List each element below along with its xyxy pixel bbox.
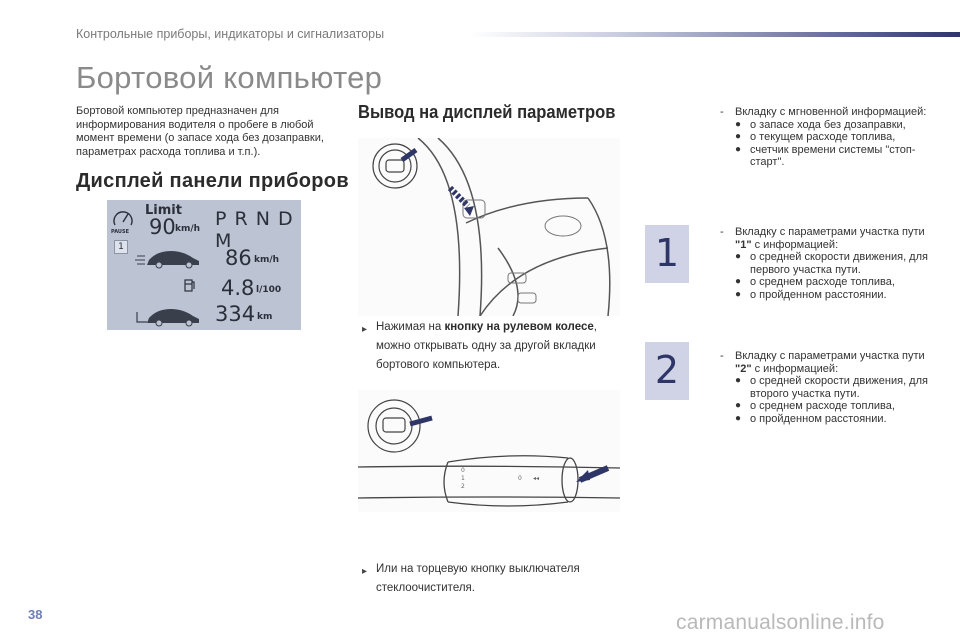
tab-2-indicator <box>645 342 689 400</box>
display-heading: Вывод на дисплей параметров <box>358 102 616 122</box>
trip2-title-num: "2" <box>735 362 752 375</box>
trip1-title-b: с информацией: <box>751 238 839 251</box>
page-indicator: 1 <box>114 240 128 254</box>
stop-start-icon <box>114 212 132 225</box>
intro-paragraph: Бортовой компьютер предназначен для информирования водителя о пробеге в любой момент времени (о запасе хода без дозаправки, параметрах расхода топлива и т.п.). <box>76 105 324 158</box>
instrument-cluster-display <box>107 200 301 330</box>
step2-label: Или на торцевую кнопку выключателя стеклоочистителя. <box>376 563 580 594</box>
gear-indicator: P R N D M <box>215 208 294 252</box>
consumption-value: 4.8 <box>221 276 255 300</box>
fuel-pump-icon <box>185 280 194 291</box>
trip1-title <box>735 226 930 251</box>
trip2-title-a: Вкладку с параметрами участка пути <box>735 350 925 362</box>
watermark: carmanualsonline.info <box>676 611 885 634</box>
wiper-stalk-illustration <box>358 390 620 512</box>
trip1-title-a: Вкладку с параметрами участка пути <box>735 226 925 238</box>
svg-text:0: 0 <box>461 467 465 474</box>
section-title: Контрольные приборы, индикаторы и сигнализаторы <box>76 27 385 41</box>
list-item: ● счетчик времени системы "стоп-старт". <box>735 144 930 169</box>
list-item: ● о пройденном расстоянии. <box>735 413 930 426</box>
panel-heading: Дисплей панели приборов <box>76 170 349 192</box>
range-car-icon <box>135 251 199 268</box>
tab-2-label: 2 <box>654 348 680 392</box>
step2-text <box>362 560 616 598</box>
bullet-arrow-icon-2: ▸ <box>362 566 368 577</box>
trip1-block: - Вкладку с параметрами участка пути "1" с информацией: ● о средней скорости движения, для первого участка пути. ● о среднем расходе топлива, ● о пройденном расстоянии. <box>720 226 930 301</box>
trip1-title-num: "1" <box>735 238 752 251</box>
consumption-unit: l/100 <box>256 285 282 295</box>
bullet-arrow-icon: ▸ <box>362 324 368 335</box>
tab-1-label: 1 <box>654 231 680 275</box>
list-item: ● о пройденном расстоянии. <box>735 289 930 302</box>
svg-text:1: 1 <box>461 475 465 482</box>
range-value: 86 <box>225 246 252 270</box>
distance-car-icon <box>137 309 199 326</box>
svg-text:0: 0 <box>518 475 522 482</box>
page-title: Бортовой компьютер <box>76 60 383 95</box>
instant-title: Вкладку с мгновенной информацией: <box>735 106 927 118</box>
tab-1-indicator <box>645 225 689 283</box>
list-item: ● о среднем расходе топлива, <box>735 400 930 413</box>
list-item: ● о текущем расходе топлива, <box>735 131 930 144</box>
svg-text:2: 2 <box>461 483 465 490</box>
distance-value: 334 <box>215 302 256 326</box>
step1-suffix: , можно открывать одну за другой вкладки бортового компьютера. <box>376 321 597 371</box>
speed-value: 90 <box>149 215 176 239</box>
list-item: ● о средней скорости движения, для второго участка пути. <box>735 375 930 400</box>
list-item: ● о средней скорости движения, для первого участка пути. <box>735 251 930 276</box>
trip2-title-b: с информацией: <box>751 362 839 375</box>
speed-unit: km/h <box>175 224 201 234</box>
list-item: ● о среднем расходе топлива, <box>735 276 930 289</box>
instant-info-block: - Вкладку с мгновенной информацией: ● о запасе хода без дозаправки, ● о текущем расходе топлива, ● счетчик времени системы "стоп-старт". <box>720 106 930 169</box>
step1-text <box>362 318 616 375</box>
pause-label: PAUSE <box>111 229 129 235</box>
limit-label: Limit <box>145 203 182 218</box>
steering-wheel-illustration <box>358 138 620 316</box>
step1-bold: кнопку на рулевом колесе <box>444 321 594 333</box>
header-bar <box>470 32 960 37</box>
page-number: 38 <box>28 607 43 622</box>
trip2-title <box>735 350 930 375</box>
step1-prefix: Нажимая на <box>376 321 445 333</box>
trip2-block: - Вкладку с параметрами участка пути "2" с информацией: ● о средней скорости движения, для второго участка пути. ● о среднем расходе топлива, ● о пройденном расстоянии. <box>720 350 930 425</box>
range-unit: km/h <box>254 255 280 265</box>
distance-unit: km <box>257 312 273 322</box>
svg-text:◂◂: ◂◂ <box>533 475 540 482</box>
list-item: ● о запасе хода без дозаправки, <box>735 119 930 132</box>
